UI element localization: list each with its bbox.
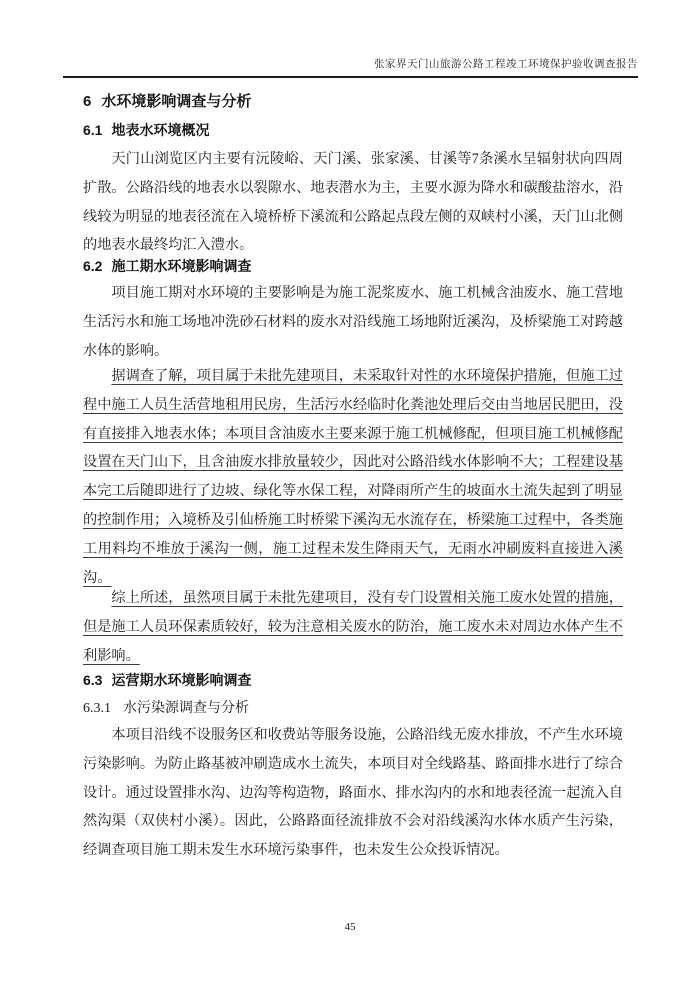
section-heading-6-3-1 (83, 700, 249, 718)
section-title: 水环境影响调查与分析 (101, 93, 252, 110)
header-divider-rule (63, 76, 638, 78)
paragraph-surface-water-overview: 天门山浏览区内主要有沅陵峪、天门溪、张家溪、甘溪等7条溪水呈辐射状向四周扩散。公路沿线的地表水以裂隙水、地表潜水为主，主要水源为降水和碳酸盐溶水，沿线较为明显的地表径流在入境桥桥下溪流和公路起点段左侧的双峡村小溪，天门山北侧的地表水最终均汇入澧水。 (83, 151, 623, 254)
section-heading-6-3 (83, 671, 251, 689)
section-number: 6.3.1 (83, 701, 111, 716)
report-header-title: 张家界天门山旅游公路工程竣工环境保护验收调查报告 (374, 59, 638, 70)
section-title: 施工期水环境影响调查 (111, 258, 252, 274)
section-heading-6 (83, 92, 251, 112)
section-heading-6-2 (83, 257, 251, 275)
paragraph-construction-investigation-underlined: 据调查了解，项目属于未批先建项目，未采取针对性的水环境保护措施，但施工过程中施工人员生活营地租用民房，生活污水经临时化粪池处理后交由当地居民肥田，没有直接排入地表水体；本项目含油废水主要来源于施工机械修配，但项目施工机械修配设置在天门山下，且含油废水排放量较少，因此对公路沿线水体影响不大；工程建设基本完工后随即进行了边坡、绿化等水保工程，对降雨所产生的坡面水土流失起到了明显的控制作用；入境桥及引仙桥施工时桥梁下溪沟无水流存在，桥梁施工过程中，各类施工用料均不堆放于溪沟一侧，施工过程未发生降雨天气，无雨水冲刷废料直接进入溪沟。 (83, 368, 623, 586)
section-number: 6.2 (83, 258, 103, 274)
section-number: 6.3 (83, 672, 103, 688)
page-number: 45 (344, 921, 356, 933)
section-number: 6 (83, 93, 92, 110)
paragraph-construction-conclusion-underlined: 综上所述，虽然项目属于未批先建项目，没有专门设置相关施工废水处置的措施，但是施工人员环保素质较好，较为注意相关废水的防治，施工废水未对周边水体产生不利影响。 (83, 590, 623, 664)
section-heading-6-1 (83, 121, 209, 139)
paragraph-construction-impact-intro: 项目施工期对水环境的主要影响是为施工泥浆废水、施工机械含油废水、施工营地生活污水和施工场地冲洗砂石材料的废水对沿线施工场地附近溪沟，及桥梁施工对跨越水体的影响。 (83, 285, 623, 359)
section-title: 运营期水环境影响调查 (111, 672, 252, 688)
paragraph-operation-pollution-source: 本项目沿线不设服务区和收费站等服务设施，公路沿线无废水排放，不产生水环境污染影响。为防止路基被冲刷造成水土流失，本项目对全线路基、路面排水进行了综合设计。通过设置排水沟、边沟等构造物，路面水、排水沟内的水和地表径流一起流入自然沟渠（双侠村小溪）。因此，公路路面径流排放不会对沿线溪沟水体水质产生污染，经调查项目施工期未发生水环境污染事件，也未发生公众投诉情况。 (83, 727, 623, 859)
section-number: 6.1 (83, 122, 103, 138)
section-title: 地表水环境概况 (111, 122, 210, 138)
section-title: 水污染源调查与分析 (123, 701, 249, 716)
